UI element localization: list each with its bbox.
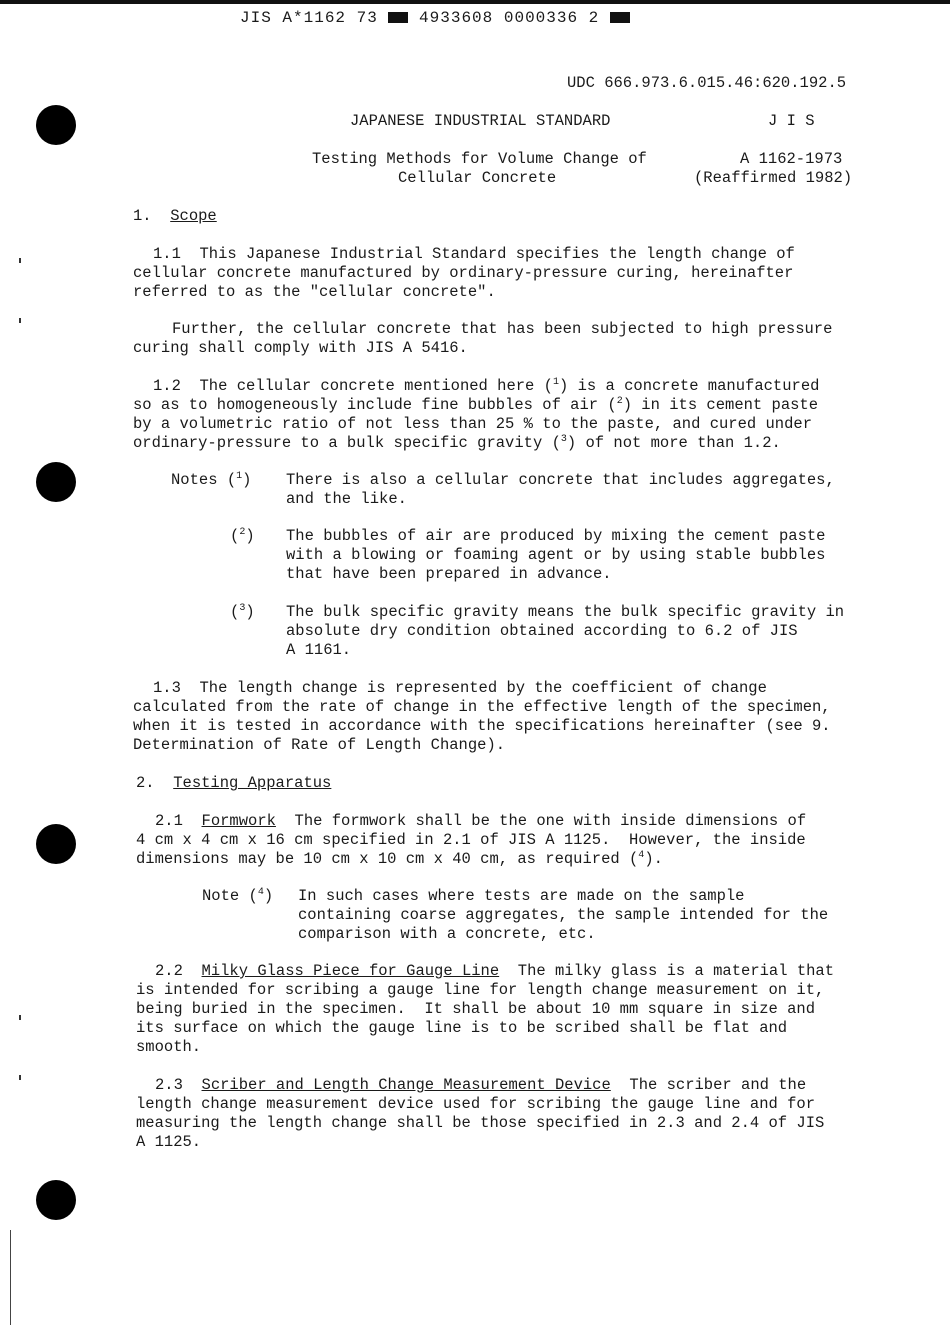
para-2-1-line3: dimensions may be 10 cm x 10 cm x 40 cm, as required ($^4$).	[136, 850, 663, 868]
para-2-1-line2: 4 cm x 4 cm x 16 cm specified in 2.1 of JIS A 1125. However, the inside	[136, 831, 806, 849]
note-2-marker: ($^2$)	[230, 527, 255, 545]
udc-code: UDC 666.973.6.015.46:620.192.5	[567, 74, 847, 92]
para-2-3-line4: A 1125.	[136, 1133, 202, 1151]
para-1-1-line2: cellular concrete manufactured by ordinary-pressure curing, hereinafter	[133, 264, 794, 282]
punch-hole	[36, 105, 76, 145]
note-1-line1: There is also a cellular concrete that includes aggregates,	[286, 471, 835, 489]
note-3-line2: absolute dry condition obtained according to 6.2 of JIS	[286, 622, 798, 640]
scan-mark	[19, 318, 21, 323]
reaffirmed-date: (Reaffirmed 1982)	[694, 169, 853, 187]
para-1-2-line4: ordinary-pressure to a bulk specific gravity ($^3$) of not more than 1.2.	[133, 434, 781, 452]
note-3-line1: The bulk specific gravity means the bulk specific gravity in	[286, 603, 845, 621]
punch-hole	[36, 1180, 76, 1220]
para-2-1-line1: 2.1 Formwork The formwork shall be the one with inside dimensions of	[155, 812, 807, 830]
para-1-1-line3: referred to as the "cellular concrete".	[133, 283, 496, 301]
para-1-2-line2: so as to homogeneously include fine bubbles of air ($^2$) in its cement paste	[133, 396, 819, 414]
notes-label: Notes ($^1$)	[171, 471, 252, 489]
note-2-line3: that have been prepared in advance.	[286, 565, 612, 583]
punch-hole	[36, 462, 76, 502]
note-4-line3: comparison with a concrete, etc.	[298, 925, 596, 943]
para-1-3-line1: 1.3 The length change is represented by the coefficient of change	[153, 679, 767, 697]
para-2-3-line2: length change measurement device used for scribing the gauge line and for	[136, 1095, 816, 1113]
section-2-heading: 2. Testing Apparatus	[136, 774, 332, 792]
para-1-3-line3: when it is tested in accordance with the specifications hereinafter (see 9.	[133, 717, 831, 735]
note-2-line2: with a blowing or foaming agent or by using stable bubbles	[286, 546, 826, 564]
para-2-3-line3: measuring the length change shall be those specified in 2.3 and 2.4 of JIS	[136, 1114, 825, 1132]
punch-hole	[36, 824, 76, 864]
jis-mark: J I S	[768, 112, 815, 130]
para-2-2-line1: 2.2 Milky Glass Piece for Gauge Line The milky glass is a material that	[155, 962, 835, 980]
top-border	[0, 0, 950, 4]
note-1-line2: and the like.	[286, 490, 407, 508]
para-2-2-line3: being buried in the specimen. It shall be about 10 mm square in size and	[136, 1000, 816, 1018]
note-3-line3: A 1161.	[286, 641, 352, 659]
document-code: JIS A*1162 73 4933608 0000336 2	[240, 9, 630, 27]
note-4-line1: In such cases where tests are made on the sample	[298, 887, 745, 905]
doc-title-line1: Testing Methods for Volume Change of	[312, 150, 647, 168]
para-1-2-line1: 1.2 The cellular concrete mentioned here ($^1$) is a concrete manufactured	[153, 377, 820, 395]
para-2-2-line4: its surface on which the gauge line is to be scribed shall be flat and	[136, 1019, 788, 1037]
para-1-3-line2: calculated from the rate of change in the effective length of the specimen,	[133, 698, 831, 716]
para-2-3-line1: 2.3 Scriber and Length Change Measurement Device The scriber and the	[155, 1076, 807, 1094]
scan-mark	[19, 1015, 21, 1020]
standard-number: A 1162-1973	[740, 150, 843, 168]
para-1-2-line3: by a volumetric ratio of not less than 25 % to the paste, and cured under	[133, 415, 813, 433]
para-1-1-line1: 1.1 This Japanese Industrial Standard specifies the length change of	[153, 245, 795, 263]
para-1-3-line4: Determination of Rate of Length Change).	[133, 736, 506, 754]
section-1-heading: 1. Scope	[133, 207, 217, 225]
standard-name: JAPANESE INDUSTRIAL STANDARD	[350, 112, 611, 130]
note-4-line2: containing coarse aggregates, the sample intended for the	[298, 906, 829, 924]
para-2-2-line5: smooth.	[136, 1038, 202, 1056]
note-2-line1: The bubbles of air are produced by mixing the cement paste	[286, 527, 826, 545]
para-2-2-line2: is intended for scribing a gauge line for length change measurement on it,	[136, 981, 825, 999]
note-3-marker: ($^3$)	[230, 603, 255, 621]
para-1-1b-line2: curing shall comply with JIS A 5416.	[133, 339, 468, 357]
page-edge	[10, 1230, 11, 1325]
scan-mark	[19, 258, 21, 263]
note-4-marker: Note ($^4$)	[202, 887, 274, 905]
para-1-1b-line1: Further, the cellular concrete that has been subjected to high pressure	[172, 320, 833, 338]
doc-title-line2: Cellular Concrete	[398, 169, 557, 187]
scan-mark	[19, 1075, 21, 1080]
